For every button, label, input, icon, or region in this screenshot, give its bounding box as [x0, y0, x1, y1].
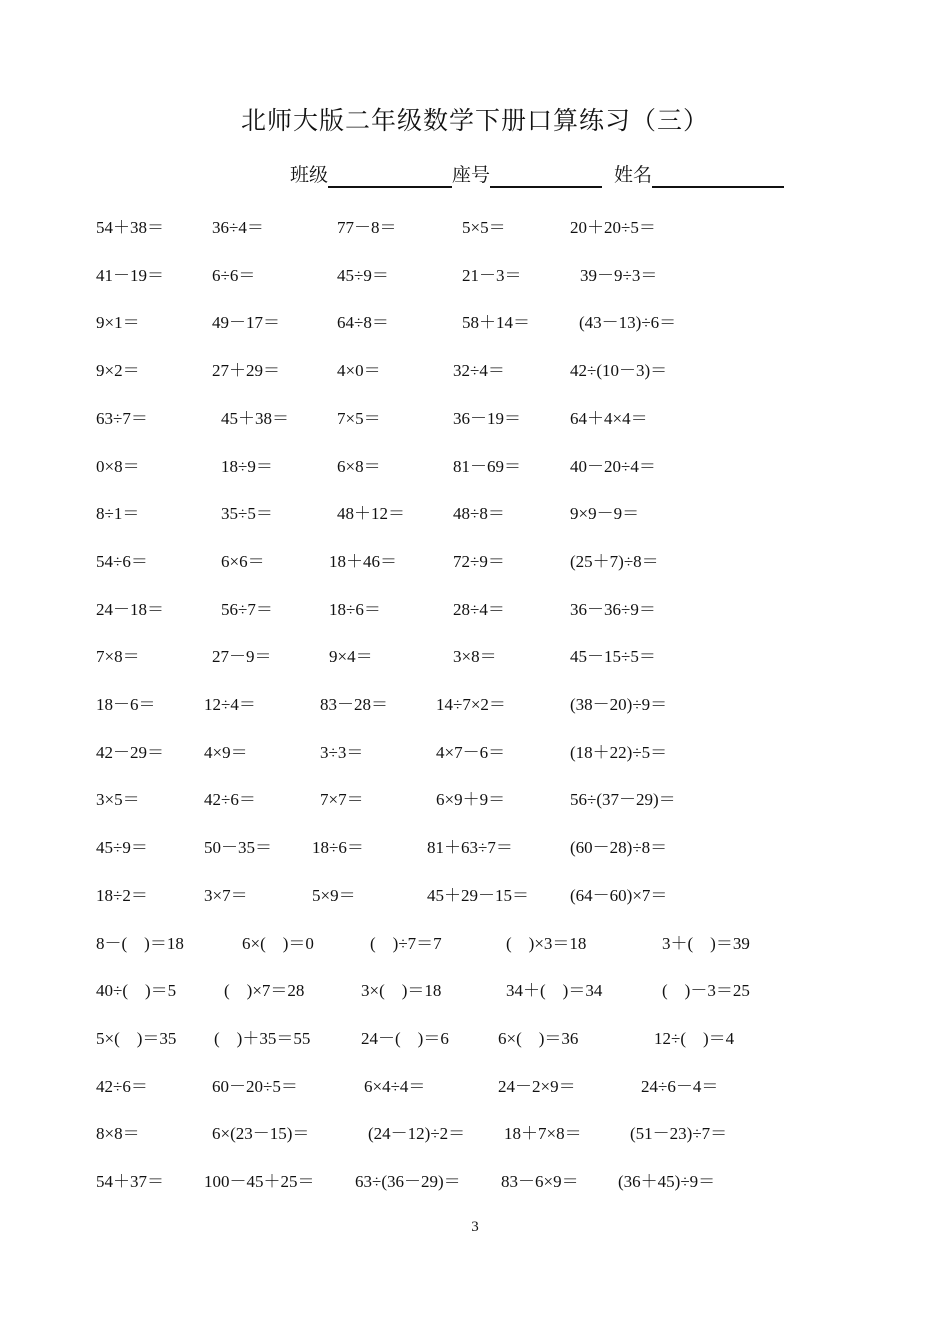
exercise-item: 81＋63÷7＝	[427, 838, 513, 858]
exercise-item: 39－9÷3＝	[580, 265, 658, 285]
exercise-item: 35÷5＝	[221, 504, 273, 524]
exercise-item: 5×( )＝35	[96, 1028, 177, 1048]
exercise-item: 3＋( )＝39	[662, 933, 750, 953]
exercise-item: 56÷(37－29)＝	[570, 790, 676, 810]
exercise-item: 48÷8＝	[453, 504, 505, 524]
name-label: 姓名	[614, 165, 653, 186]
exercise-item: 54＋37＝	[96, 1172, 164, 1191]
exercise-item: 42÷(10－3)＝	[570, 361, 668, 381]
exercise-item: (24－12)÷2＝	[368, 1124, 466, 1144]
exercise-item: 49－17＝	[212, 313, 280, 333]
exercise-item: 32÷4＝	[453, 361, 505, 381]
exercise-item: 3×5＝	[96, 790, 140, 810]
exercise-item: 56÷7＝	[221, 599, 273, 619]
exercise-item: 9×2＝	[96, 361, 140, 381]
exercise-row	[0, 356, 950, 382]
exercise-item: 7×5＝	[337, 408, 381, 428]
exercise-item: 4×7－6＝	[436, 742, 506, 762]
exercise-item: 3÷3＝	[320, 742, 364, 762]
exercise-item: 0×8＝	[96, 456, 140, 476]
exercise-item: 5×5＝	[462, 218, 506, 237]
exercise-row	[0, 881, 950, 907]
exercise-item: 6×( )＝0	[242, 933, 314, 953]
class-label: 班级	[290, 165, 329, 186]
exercise-item: 18÷6＝	[312, 838, 364, 858]
exercise-row	[0, 1072, 950, 1098]
exercise-item: 20＋20÷5＝	[570, 218, 656, 237]
exercise-row	[0, 1167, 950, 1193]
exercise-item: 54÷6＝	[96, 551, 148, 571]
exercise-item: 36－19＝	[453, 408, 521, 428]
exercise-item: 48＋12＝	[337, 504, 405, 524]
exercise-item: 28÷4＝	[453, 599, 505, 619]
exercise-item: (60－28)÷8＝	[570, 838, 668, 858]
exercise-item: 83－6×9＝	[501, 1172, 579, 1191]
exercise-item: 42－29＝	[96, 742, 164, 762]
exercise-item: 50－35＝	[204, 838, 272, 858]
exercise-row	[0, 499, 950, 525]
exercise-item: (51－23)÷7＝	[630, 1124, 728, 1144]
exercise-item: 8×8＝	[96, 1124, 140, 1144]
seat-blank[interactable]	[490, 164, 602, 188]
exercise-item: ( )×7＝28	[224, 981, 305, 1001]
exercise-item: ( )－3＝25	[662, 981, 750, 1001]
seat-label: 座号	[452, 165, 491, 186]
exercise-item: 24－2×9＝	[498, 1076, 576, 1096]
student-info	[290, 160, 784, 187]
exercise-item: 6×4÷4＝	[364, 1076, 426, 1096]
exercise-item: 34＋( )＝34	[506, 981, 603, 1001]
page-title: 北师大版二年级数学下册口算练习（三）	[240, 108, 709, 135]
exercise-item: 9×9－9＝	[570, 504, 640, 524]
exercise-item: (18＋22)÷5＝	[570, 742, 668, 762]
exercise-row	[0, 308, 950, 334]
exercise-item: (64－60)×7＝	[570, 885, 668, 905]
exercise-item: 45÷9＝	[337, 265, 389, 285]
exercise-item: (25＋7)÷8＝	[570, 551, 659, 571]
exercise-item: 18÷2＝	[96, 885, 148, 905]
exercise-item: 77－8＝	[337, 218, 397, 237]
exercise-item: 24－( )＝6	[361, 1028, 449, 1048]
exercise-item: 63÷7＝	[96, 408, 148, 428]
exercise-item: 14÷7×2＝	[436, 695, 506, 714]
exercise-item: 40÷( )＝5	[96, 981, 177, 1001]
exercise-row	[0, 1119, 950, 1145]
exercise-row	[0, 976, 950, 1002]
exercise-item: 6÷6＝	[212, 265, 256, 285]
page-number: 3	[471, 1219, 479, 1235]
exercise-item: 6×6＝	[221, 551, 265, 571]
exercise-row	[0, 595, 950, 621]
exercise-row	[0, 404, 950, 430]
exercise-row	[0, 929, 950, 955]
exercise-item: 6×( )＝36	[498, 1028, 579, 1048]
exercise-row	[0, 833, 950, 859]
exercise-item: 42÷6＝	[204, 790, 256, 810]
exercise-item: (38－20)÷9＝	[570, 695, 668, 714]
exercise-item: (43－13)÷6＝	[579, 313, 677, 333]
exercise-item: 41－19＝	[96, 265, 164, 285]
exercise-item: 18－6＝	[96, 695, 156, 714]
exercise-item: 36÷4＝	[212, 218, 264, 237]
exercise-item: 7×7＝	[320, 790, 364, 810]
exercise-item: 4×9＝	[204, 742, 248, 762]
exercise-item: 81－69＝	[453, 456, 521, 476]
exercise-item: 63÷(36－29)＝	[355, 1172, 461, 1191]
exercise-item: ( )＋35＝55	[214, 1028, 311, 1048]
exercise-item: 100－45＋25＝	[204, 1172, 315, 1191]
exercise-item: 45＋29－15＝	[427, 885, 529, 905]
exercise-item: 12÷( )＝4	[654, 1028, 735, 1048]
exercise-item: 18÷9＝	[221, 456, 273, 476]
exercise-item: 3×8＝	[453, 647, 497, 667]
exercise-item: 21－3＝	[462, 265, 522, 285]
exercise-row	[0, 213, 950, 239]
exercise-item: 83－28＝	[320, 695, 388, 714]
exercise-item: 3×( )＝18	[361, 981, 442, 1001]
exercise-item: 36－36÷9＝	[570, 599, 656, 619]
exercise-row	[0, 547, 950, 573]
class-blank[interactable]	[328, 164, 452, 188]
exercise-item: 6×8＝	[337, 456, 381, 476]
exercise-item: 42÷6＝	[96, 1076, 148, 1096]
exercise-item: 72÷9＝	[453, 551, 505, 571]
exercise-item: 18÷6＝	[329, 599, 381, 619]
exercise-row	[0, 1024, 950, 1050]
exercise-item: 45－15÷5＝	[570, 647, 656, 667]
exercise-item: 3×7＝	[204, 885, 248, 905]
exercise-item: 58＋14＝	[462, 313, 530, 333]
exercise-item: 45÷9＝	[96, 838, 148, 858]
exercise-row	[0, 785, 950, 811]
exercise-item: 60－20÷5＝	[212, 1076, 298, 1096]
exercise-item: 27－9＝	[212, 647, 272, 667]
exercise-item: 18＋7×8＝	[504, 1124, 582, 1144]
exercise-item: 8÷1＝	[96, 504, 140, 524]
exercise-item: 64÷8＝	[337, 313, 389, 333]
exercise-item: 6×9＋9＝	[436, 790, 506, 810]
exercise-row	[0, 690, 950, 716]
exercise-item: 54＋38＝	[96, 218, 164, 237]
exercise-row	[0, 261, 950, 287]
exercise-item: 27＋29＝	[212, 361, 280, 381]
exercise-item: 45＋38＝	[221, 408, 289, 428]
exercise-item: 12÷4＝	[204, 695, 256, 714]
exercise-item: 64＋4×4＝	[570, 408, 648, 428]
exercise-item: 4×0＝	[337, 361, 381, 381]
name-blank[interactable]	[652, 164, 784, 188]
exercise-row	[0, 642, 950, 668]
exercise-item: 24－18＝	[96, 599, 164, 619]
exercise-item: 6×(23－15)＝	[212, 1124, 310, 1144]
exercise-item: ( )×3＝18	[506, 933, 587, 953]
exercise-item: 24÷6－4＝	[641, 1076, 719, 1096]
exercise-item: 5×9＝	[312, 885, 356, 905]
exercise-item: 9×1＝	[96, 313, 140, 333]
exercise-item: ( )÷7＝7	[370, 933, 442, 953]
exercise-row	[0, 452, 950, 478]
exercise-item: 40－20÷4＝	[570, 456, 656, 476]
exercise-item: 18＋46＝	[329, 551, 397, 571]
exercise-item: 9×4＝	[329, 647, 373, 667]
exercise-item: (36＋45)÷9＝	[618, 1172, 716, 1191]
exercise-item: 8－( )＝18	[96, 933, 184, 953]
exercise-row	[0, 738, 950, 764]
exercise-item: 7×8＝	[96, 647, 140, 667]
